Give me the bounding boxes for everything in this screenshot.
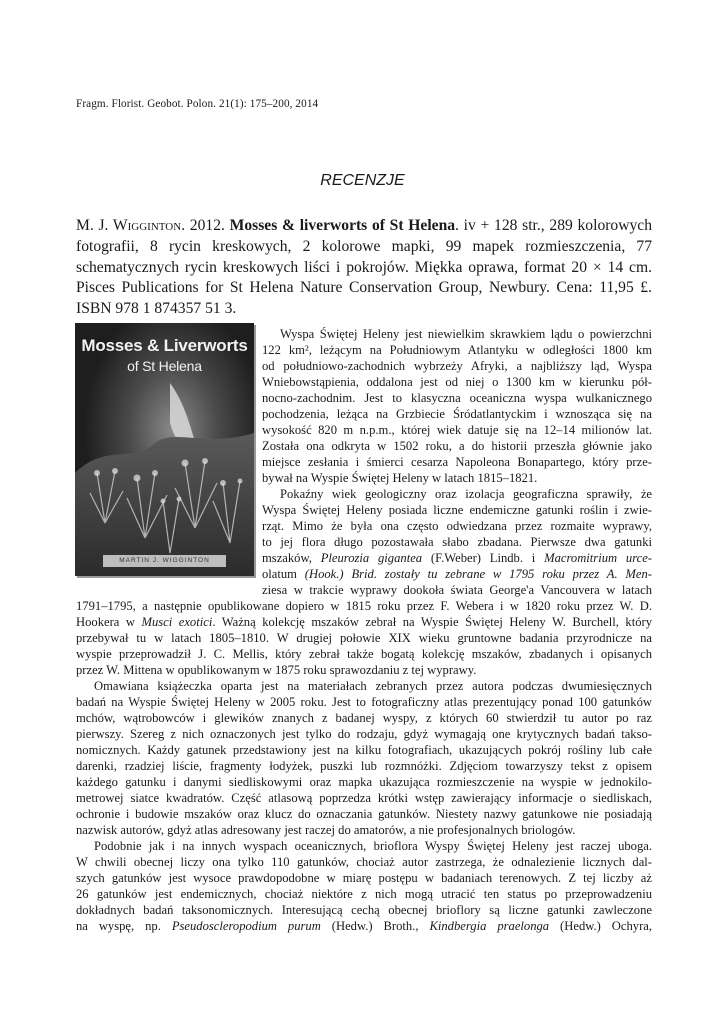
text-run: bywał na Wyspie Świętej Heleny w latach 1815–1821.: [262, 471, 538, 485]
body-text-line: [262, 566, 652, 582]
text-run: olatum: [262, 567, 297, 581]
text-run: metrowej siatce kwadratów. Część atlasową poprzedza krótki wstęp zawierający informacje o siedliskach,: [76, 791, 652, 805]
text-run: darenki, rzadziej liście, fragmenty łodyżek, puszki lub rozmnóżki. Zdjęciom towarzyszy tekst z opisem: [76, 759, 652, 773]
body-text-line: [76, 758, 652, 774]
body-text-line: [76, 630, 652, 646]
body-text-line: [262, 374, 652, 390]
body-text-line: [262, 406, 652, 422]
text-run: wyspie przeprowadził J. C. Mellis, który zebrał także bogatą kolekcję mszaków, zbadanych i opisanych: [76, 647, 652, 661]
body-text-line: [280, 326, 652, 342]
body-text-line: [262, 438, 652, 454]
text-run: wysokość 820 m n.p.m., której wiek datuje się na 12–14 milionów lat.: [262, 423, 652, 437]
text-run: (F.Weber) Lindb. i: [422, 551, 545, 565]
book-reference: [76, 216, 652, 320]
body-text-line: [262, 550, 652, 566]
text-run: rząt. Mimo że była ona często odwiedzana przez rozmaite wyprawy,: [262, 519, 652, 533]
body-text-line: [76, 598, 652, 614]
text-run: Wyspa Świętej Heleny jest niewielkim skrawkiem lądu o powierzchni: [280, 327, 652, 341]
text-run: miejsce zesłania i śmierci cesarza Napoleona Bonapartego, który prze-: [262, 455, 652, 469]
text-run: nomicznych. Każdy gatunek przedstawiony jest na kilku fotografiach, ukazujących pokrój rośliny lub całe: [76, 743, 652, 757]
text-run: przez W. Mittena w opublikowanym w 1875 roku sprawozdaniu z tej wyprawy.: [76, 663, 477, 677]
text-run: szych gatunków jest wysoce prawdopodobne w miarę postępu w badaniach terenowych. Z tej liczby aż: [76, 871, 652, 885]
text-run: Podobnie jak i na innych wyspach oceanicznych, brioflora Wyspy Świętej Heleny jest raczej uboga.: [94, 839, 652, 853]
body-text-line: [76, 662, 652, 678]
book-title: Mosses & liverworts of St Helena: [229, 217, 456, 234]
body-text-line: [262, 454, 652, 470]
text-run: ziesa w trakcie wyprawy dookoła świata George'a Vancouvera w latach: [262, 583, 652, 597]
text-run: Hookera w: [76, 615, 142, 629]
body-text-line: [94, 678, 652, 694]
body-text-line: [76, 902, 652, 918]
body-text-line: [76, 870, 652, 886]
text-run: Została ona odkryta w 1502 roku, a do historii przeszła głównie jako: [262, 439, 652, 453]
body-text-line: [262, 582, 652, 598]
text-run: (Hedw.) Ochyra,: [549, 919, 652, 933]
body-text-line: [76, 614, 652, 630]
body-text-line: [262, 518, 652, 534]
text-run: przebywał tu w latach 1805–1810. W drugiej połowie XIX wieku gruntowne badania przyrodnicze na: [76, 631, 652, 645]
book-details: . iv + 128 str., 289 kolorowych fotografii, 8 rycin kreskowych, 2 kolorowe mapki, 99 mapek rozmieszczenia, 77 schematycznych rycin kreskowych liści i pokrojów. Miękka oprawa, format 20 × 14 cm. Pisces Publications for St Helena Nature Conservation Group, Newbury. Cena: 11,95 £. ISBN 978 1 874357 51 3.: [76, 217, 653, 318]
text-run: pochodzenia, leżąca na Grzbiecie Śródatlantyckim i wznosząca się na: [262, 407, 652, 421]
taxon-name: Kindbergia praelonga: [429, 919, 550, 933]
cover-title-line1: Mosses & Liverworts: [81, 336, 248, 355]
text-run: badań na Wyspie Świętej Heleny w 2005 roku. Jest to fotograficzny atlas prezentujący ponad 100 gatunków: [76, 695, 652, 709]
text-run: Wyspa Świętej Heleny posiada liczne endemiczne gatunki roślin i zwie-: [262, 503, 652, 517]
taxon-name: (Hook.) Brid. zostały tu zebrane w 1795 roku przez A. Men-: [296, 567, 652, 581]
body-text-line: [76, 790, 652, 806]
text-run: na wyspę, np.: [76, 919, 172, 933]
body-text-line: [76, 646, 652, 662]
taxon-name: Pleurozia gigantea: [320, 551, 423, 565]
body-text-line: [76, 742, 652, 758]
text-run: Omawiana książeczka oparta jest na materiałach zebranych przez autora podczas dwumiesięcznych: [94, 679, 652, 693]
body-text-line: [262, 470, 652, 486]
section-title: RECENZJE: [320, 172, 405, 189]
taxon-name: Macromitrium urce-: [544, 551, 652, 565]
body-text-line: [76, 886, 652, 902]
body-text-line: [262, 422, 652, 438]
taxon-name: Musci exotici: [141, 615, 213, 629]
body-text-line: [262, 358, 652, 374]
cover-title-line2: of St Helena: [127, 358, 202, 374]
text-run: 122 km², leżącym na Południowym Atlantyku w odległości 1800 km: [262, 343, 652, 357]
body-text-line: [76, 726, 652, 742]
text-run: mszaków,: [262, 551, 321, 565]
body-text-line: [76, 854, 652, 870]
text-run: ochronie i budowie mszaków oraz klucz do oznaczania gatunków. Niestety nazwy gatunkowe nie posiadają: [76, 807, 652, 821]
text-run: Pokaźny wiek geologiczny oraz izolacja geograficzna sprawiły, że: [280, 487, 652, 501]
text-run: . Ważną kolekcję mszaków zebrał na Wyspie Świętej Heleny W. Burchell, który: [212, 615, 652, 629]
text-run: nazwisk autorów, gdyż atlas adresowany jest raczej do amatorów, a nie profesjonalnych briologów.: [76, 823, 576, 837]
book-author: M. J. Wigginton: [76, 217, 182, 234]
text-run: nocno-zachodnim. Jest to klasyczna oceaniczna wyspa wulkanicznego: [262, 391, 652, 405]
text-run: mchów, wątrobowców i glewików znanych z badanej wyspy, z których 60 stwierdził tu autor po raz: [76, 711, 652, 725]
body-text-line: [94, 838, 652, 854]
body-text-line: [76, 822, 652, 838]
body-text-line: [76, 694, 652, 710]
body-text-line: [76, 710, 652, 726]
text-run: (Hedw.) Broth.,: [320, 919, 430, 933]
text-run: dokładnych badań taksonomicznych. Interesującą cechą obecnej brioflory są liczne gatunki zawleczone: [76, 903, 652, 917]
text-run: W chwili obecnej liczy ona tylko 110 gatunków, chociaż autor zastrzega, że odnalezienie licznych dal-: [76, 855, 652, 869]
text-run: pierwszy. Szereg z nich oznaczonych jest tylko do rodzaju, gdyż wymagają one krytycznych badań takso-: [76, 727, 652, 741]
book-cover-image: [75, 323, 254, 576]
cover-title: [75, 336, 254, 376]
body-text-line: [262, 502, 652, 518]
text-run: od południowo-zachodnich wybrzeży Afryki, a najbliższy ląd, Wyspa: [262, 359, 652, 373]
journal-reference: Fragm. Florist. Geobot. Polon. 21(1): 175–200, 2014: [76, 98, 319, 110]
body-text-line: [262, 534, 652, 550]
body-text-line: [280, 486, 652, 502]
text-run: 26 gatunków jest endemicznych, chociaż niektóre z nich mogą utracić ten status po przeprowadzeniu: [76, 887, 652, 901]
taxon-name: Pseudoscleropodium purum: [171, 919, 321, 933]
text-run: każdego gatunku i danymi siedliskowymi oraz mapka ukazująca rozmieszczenie na wyspie w jednokilo-: [76, 775, 652, 789]
book-year: . 2012.: [181, 217, 230, 234]
text-run: 1791–1795, a następnie opublikowane dopiero w 1815 roku przez F. Webera i w 1820 roku przez W. D.: [76, 599, 652, 613]
body-text-line: [262, 390, 652, 406]
body-text-line: [76, 918, 652, 934]
body-text-line: [76, 774, 652, 790]
body-text-line: [76, 806, 652, 822]
cover-author: MARTIN J. WIGGINTON: [103, 555, 226, 567]
text-run: to jej flora długo pozostawała słabo zbadana. Pierwsze dwa gatunki: [262, 535, 652, 549]
body-text-line: [262, 342, 652, 358]
text-run: Wniebowstąpienia, oddalona jest od niej o 1300 km w kierunku pół-: [262, 375, 652, 389]
